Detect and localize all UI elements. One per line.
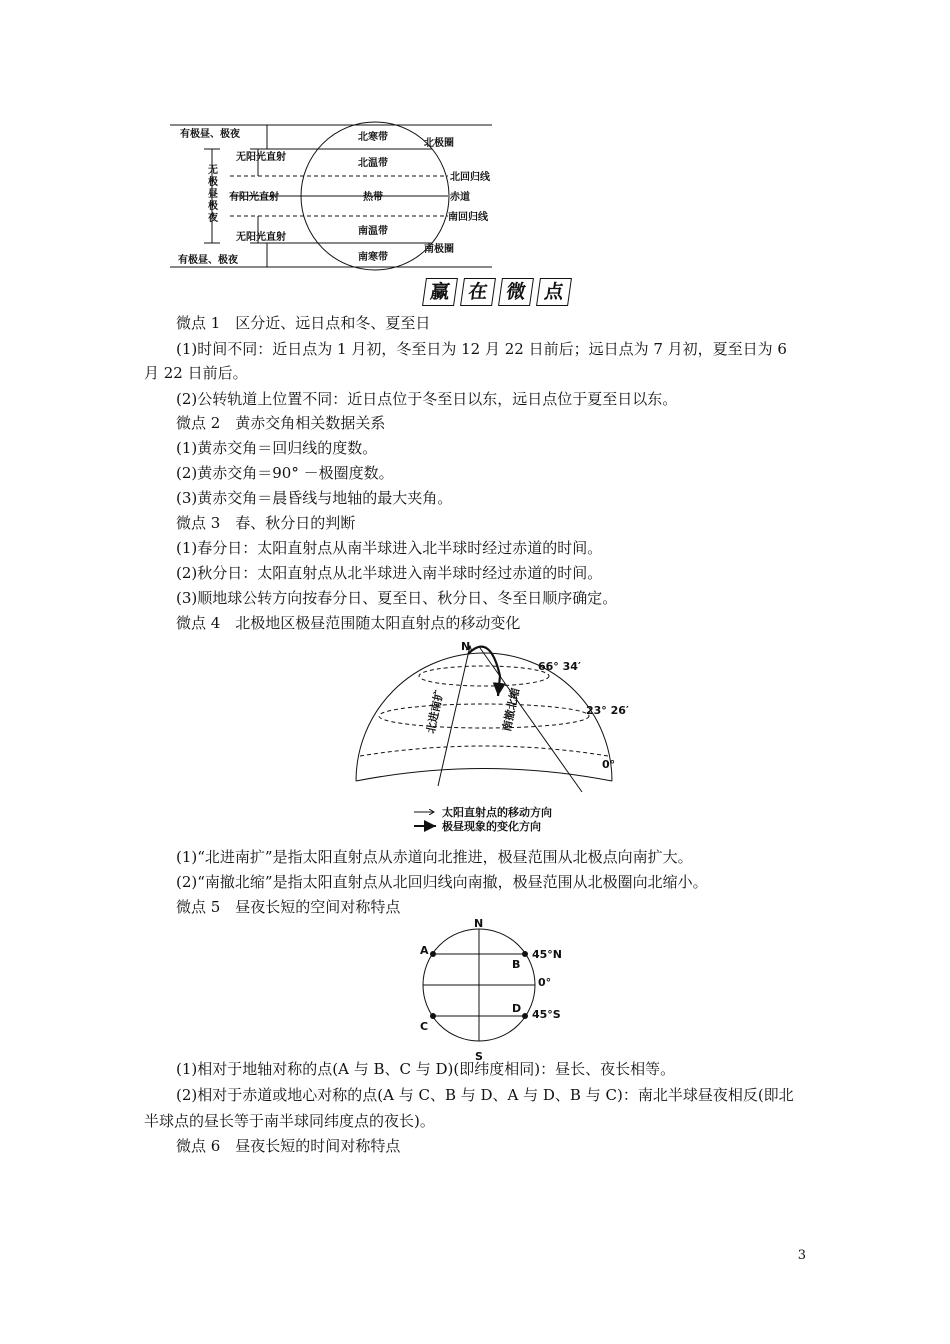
heading-point-4: 微点 4 北极地区极昼范围随太阳直射点的移动变化 xyxy=(176,614,521,632)
fig1-left-label: 有极昼、极夜 xyxy=(178,255,238,266)
fig3-n: N xyxy=(474,918,484,930)
heading-point-2: 微点 2 黄赤交角相关数据关系 xyxy=(176,414,386,432)
hemisphere-figure xyxy=(350,636,640,842)
fig2-lat-label: 23° 26′ xyxy=(586,704,629,717)
heading-point-3: 微点 3 春、秋分日的判断 xyxy=(176,514,356,532)
fig2-pole: N xyxy=(461,640,471,653)
text-line: (1)相对于地轴对称的点(A 与 B、C 与 D)(即纬度相同)：昼长、夜长相等。 xyxy=(176,1060,676,1078)
text-line: (2)秋分日：太阳直射点从北半球进入南半球时经过赤道的时间。 xyxy=(176,564,603,582)
text-line: (1)春分日：太阳直射点从南半球进入北半球时经过赤道的时间。 xyxy=(176,539,603,557)
fig3-c: C xyxy=(420,1020,429,1033)
fig3-a: A xyxy=(420,944,429,957)
fig1-left-label: 无阳光直射 xyxy=(236,152,286,163)
fig1-vertical-char: 极 xyxy=(208,201,218,212)
fig3-lat: 0° xyxy=(538,976,552,989)
fig1-left-label: 有极昼、极夜 xyxy=(180,129,240,140)
fig1-zone: 热带 xyxy=(363,192,383,203)
text-line: (1)“北进南扩”是指太阳直射点从赤道向北推进，极昼范围从北极点向南扩大。 xyxy=(176,848,693,866)
banner-char: 点 xyxy=(536,278,572,306)
heading-point-1: 微点 1 区分近、远日点和冬、夏至日 xyxy=(176,314,431,332)
banner-char: 赢 xyxy=(422,278,458,306)
heading-point-5: 微点 5 昼夜长短的空间对称特点 xyxy=(176,898,401,916)
text-line: (2)黄赤交角＝90° －极圈度数。 xyxy=(176,464,394,482)
fig1-zone: 南温带 xyxy=(358,226,388,237)
fig1-line-label: 北回归线 xyxy=(450,172,490,183)
fig2-legend: 太阳直射点的移动方向 xyxy=(442,806,552,819)
fig1-vertical-char: 昼 xyxy=(208,189,218,200)
fig3-lat: 45°N xyxy=(532,948,563,961)
banner-char: 在 xyxy=(460,278,496,306)
text-line: 半球点的昼长等于南半球同纬度点的夜长)。 xyxy=(144,1112,435,1130)
fig2-legend: 极昼现象的变化方向 xyxy=(442,820,541,833)
fig2-lat-label: 66° 34′ xyxy=(538,660,581,673)
fig3-b: B xyxy=(512,958,521,971)
fig2-arc-left-label: 北进南扩 xyxy=(424,688,447,735)
text-line: (2)“南撤北缩”是指太阳直射点从北回归线向南撤，极昼范围从北极圈向北缩小。 xyxy=(176,873,708,891)
fig1-line-label: 南极圈 xyxy=(424,244,454,255)
fig3-lat: 45°S xyxy=(532,1008,561,1021)
text-line: 月 22 日前后。 xyxy=(144,364,248,382)
fig1-line-label: 南回归线 xyxy=(448,212,488,223)
fig1-zone: 南寒带 xyxy=(358,252,388,263)
fig1-zone: 北寒带 xyxy=(358,132,388,143)
text-line: (3)黄赤交角＝晨昏线与地轴的最大夹角。 xyxy=(176,489,453,507)
fig3-s: S xyxy=(475,1050,483,1062)
fig1-left-label: 无阳光直射 xyxy=(236,232,286,243)
text-line: (3)顺地球公转方向按春分日、夏至日、秋分日、冬至日顺序确定。 xyxy=(176,589,618,607)
fig2-arc-right-label: 南撤北缩 xyxy=(500,686,523,733)
fig1-line-label: 赤道 xyxy=(450,192,470,203)
fig1-vertical-char: 极 xyxy=(208,177,218,188)
text-line: (2)公转轨道上位置不同：近日点位于冬至日以东，远日点位于夏至日以东。 xyxy=(176,390,678,408)
section-banner xyxy=(424,278,576,306)
text-line: (1)黄赤交角＝回归线的度数。 xyxy=(176,439,378,457)
fig1-vertical-char: 无 xyxy=(208,165,218,176)
page-number: 3 xyxy=(797,1248,806,1263)
fig1-zone: 北温带 xyxy=(358,158,388,169)
text-line: (2)相对于赤道或地心对称的点(A 与 C、B 与 D、A 与 D、B 与 C)：南北半球昼夜相反(即北 xyxy=(176,1086,794,1104)
heading-point-6: 微点 6 昼夜长短的时间对称特点 xyxy=(176,1137,401,1155)
fig1-vertical-char: 夜 xyxy=(208,213,218,224)
fig1-left-label: 有阳光直射 xyxy=(229,192,279,203)
text-line: (1)时间不同：近日点为 1 月初，冬至日为 12 月 22 日前后；远日点为 7 月初，夏至日为 6 xyxy=(176,340,787,358)
symmetry-figure xyxy=(412,918,582,1062)
zones-figure xyxy=(170,118,500,274)
fig2-lat-label: 0° xyxy=(602,758,616,771)
banner-char: 微 xyxy=(498,278,534,306)
fig3-d: D xyxy=(512,1002,522,1015)
fig1-line-label: 北极圈 xyxy=(424,138,454,149)
